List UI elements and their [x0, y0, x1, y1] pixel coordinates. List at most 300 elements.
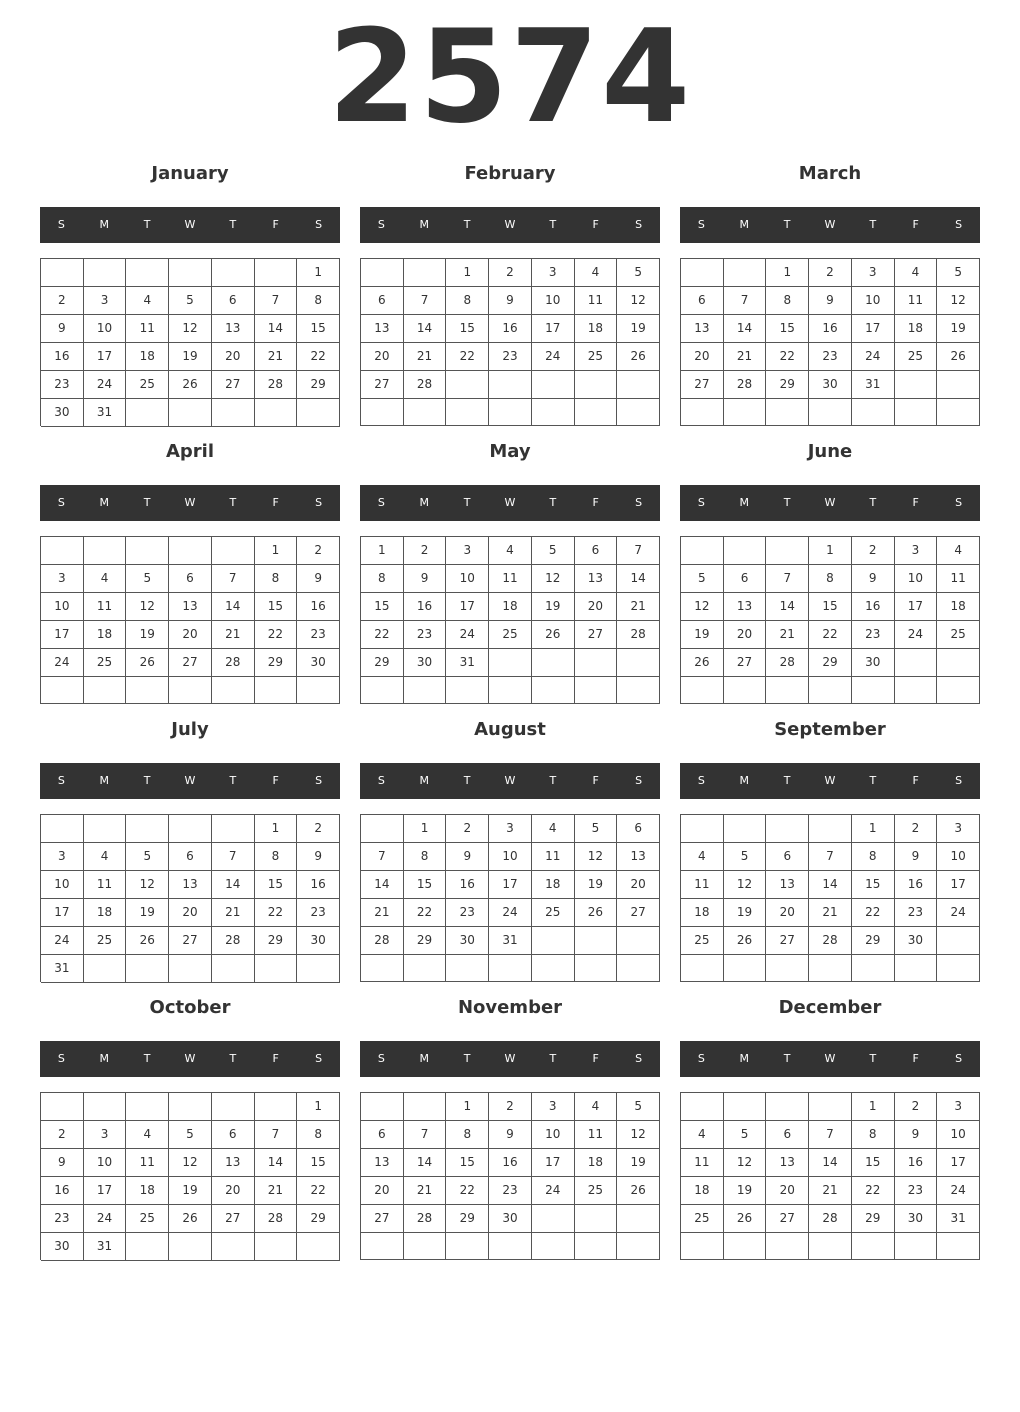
- day-cell[interactable]: 28: [724, 371, 767, 399]
- day-cell[interactable]: 19: [617, 315, 660, 343]
- day-cell[interactable]: 20: [361, 343, 404, 371]
- day-cell[interactable]: 26: [681, 649, 724, 677]
- day-cell[interactable]: 20: [212, 343, 255, 371]
- day-cell[interactable]: 30: [41, 1233, 84, 1261]
- day-cell[interactable]: 7: [255, 287, 298, 315]
- day-cell[interactable]: 6: [617, 815, 660, 843]
- day-cell[interactable]: 4: [895, 259, 938, 287]
- day-cell[interactable]: 3: [937, 1093, 980, 1121]
- day-cell[interactable]: 15: [404, 871, 447, 899]
- day-cell[interactable]: 22: [255, 899, 298, 927]
- day-cell[interactable]: 25: [532, 899, 575, 927]
- day-cell[interactable]: 15: [852, 871, 895, 899]
- day-cell[interactable]: 1: [404, 815, 447, 843]
- day-cell[interactable]: 17: [852, 315, 895, 343]
- day-cell[interactable]: 4: [681, 1121, 724, 1149]
- day-cell[interactable]: 11: [126, 1149, 169, 1177]
- day-cell[interactable]: 16: [895, 1149, 938, 1177]
- day-cell[interactable]: 7: [212, 565, 255, 593]
- day-cell[interactable]: 28: [766, 649, 809, 677]
- day-cell[interactable]: 9: [489, 1121, 532, 1149]
- day-cell[interactable]: 1: [852, 815, 895, 843]
- day-cell[interactable]: 23: [489, 1177, 532, 1205]
- day-cell[interactable]: 12: [169, 1149, 212, 1177]
- day-cell[interactable]: 13: [575, 565, 618, 593]
- day-cell[interactable]: 25: [937, 621, 980, 649]
- day-cell[interactable]: 18: [937, 593, 980, 621]
- day-cell[interactable]: 23: [41, 1205, 84, 1233]
- day-cell[interactable]: 26: [617, 1177, 660, 1205]
- day-cell[interactable]: 28: [255, 1205, 298, 1233]
- day-cell[interactable]: 20: [766, 899, 809, 927]
- day-cell[interactable]: 20: [724, 621, 767, 649]
- day-cell[interactable]: 16: [895, 871, 938, 899]
- day-cell[interactable]: 19: [126, 899, 169, 927]
- day-cell[interactable]: 27: [212, 371, 255, 399]
- day-cell[interactable]: 15: [297, 315, 340, 343]
- day-cell[interactable]: 6: [681, 287, 724, 315]
- day-cell[interactable]: 1: [766, 259, 809, 287]
- day-cell[interactable]: 22: [297, 343, 340, 371]
- day-cell[interactable]: 1: [361, 537, 404, 565]
- day-cell[interactable]: 9: [895, 1121, 938, 1149]
- day-cell[interactable]: 11: [681, 871, 724, 899]
- day-cell[interactable]: 14: [724, 315, 767, 343]
- day-cell[interactable]: 30: [446, 927, 489, 955]
- day-cell[interactable]: 26: [724, 1205, 767, 1233]
- day-cell[interactable]: 16: [297, 593, 340, 621]
- day-cell[interactable]: 2: [41, 287, 84, 315]
- day-cell[interactable]: 15: [852, 1149, 895, 1177]
- day-cell[interactable]: 17: [446, 593, 489, 621]
- day-cell[interactable]: 3: [937, 815, 980, 843]
- day-cell[interactable]: 9: [809, 287, 852, 315]
- day-cell[interactable]: 26: [126, 649, 169, 677]
- day-cell[interactable]: 29: [297, 1205, 340, 1233]
- day-cell[interactable]: 5: [937, 259, 980, 287]
- day-cell[interactable]: 13: [169, 871, 212, 899]
- day-cell[interactable]: 25: [681, 927, 724, 955]
- day-cell[interactable]: 8: [809, 565, 852, 593]
- day-cell[interactable]: 4: [937, 537, 980, 565]
- day-cell[interactable]: 18: [575, 315, 618, 343]
- day-cell[interactable]: 3: [41, 565, 84, 593]
- day-cell[interactable]: 19: [724, 899, 767, 927]
- day-cell[interactable]: 7: [255, 1121, 298, 1149]
- day-cell[interactable]: 5: [617, 1093, 660, 1121]
- day-cell[interactable]: 31: [446, 649, 489, 677]
- day-cell[interactable]: 9: [41, 1149, 84, 1177]
- day-cell[interactable]: 17: [84, 1177, 127, 1205]
- day-cell[interactable]: 6: [169, 843, 212, 871]
- day-cell[interactable]: 30: [809, 371, 852, 399]
- day-cell[interactable]: 14: [255, 315, 298, 343]
- day-cell[interactable]: 24: [41, 649, 84, 677]
- day-cell[interactable]: 28: [212, 649, 255, 677]
- day-cell[interactable]: 15: [809, 593, 852, 621]
- day-cell[interactable]: 16: [297, 871, 340, 899]
- day-cell[interactable]: 7: [766, 565, 809, 593]
- day-cell[interactable]: 14: [361, 871, 404, 899]
- day-cell[interactable]: 1: [297, 1093, 340, 1121]
- day-cell[interactable]: 26: [937, 343, 980, 371]
- day-cell[interactable]: 3: [489, 815, 532, 843]
- day-cell[interactable]: 6: [766, 1121, 809, 1149]
- day-cell[interactable]: 26: [126, 927, 169, 955]
- day-cell[interactable]: 27: [361, 1205, 404, 1233]
- day-cell[interactable]: 27: [617, 899, 660, 927]
- day-cell[interactable]: 1: [255, 815, 298, 843]
- day-cell[interactable]: 11: [84, 871, 127, 899]
- day-cell[interactable]: 13: [766, 871, 809, 899]
- day-cell[interactable]: 3: [532, 1093, 575, 1121]
- day-cell[interactable]: 31: [852, 371, 895, 399]
- day-cell[interactable]: 20: [766, 1177, 809, 1205]
- day-cell[interactable]: 19: [575, 871, 618, 899]
- day-cell[interactable]: 3: [852, 259, 895, 287]
- day-cell[interactable]: 10: [41, 871, 84, 899]
- day-cell[interactable]: 18: [575, 1149, 618, 1177]
- day-cell[interactable]: 24: [446, 621, 489, 649]
- day-cell[interactable]: 24: [532, 343, 575, 371]
- day-cell[interactable]: 30: [297, 927, 340, 955]
- day-cell[interactable]: 11: [532, 843, 575, 871]
- day-cell[interactable]: 27: [212, 1205, 255, 1233]
- day-cell[interactable]: 14: [766, 593, 809, 621]
- day-cell[interactable]: 29: [852, 927, 895, 955]
- day-cell[interactable]: 5: [126, 843, 169, 871]
- day-cell[interactable]: 13: [617, 843, 660, 871]
- day-cell[interactable]: 14: [404, 1149, 447, 1177]
- day-cell[interactable]: 17: [937, 1149, 980, 1177]
- day-cell[interactable]: 22: [255, 621, 298, 649]
- day-cell[interactable]: 29: [446, 1205, 489, 1233]
- day-cell[interactable]: 23: [404, 621, 447, 649]
- day-cell[interactable]: 11: [575, 1121, 618, 1149]
- day-cell[interactable]: 8: [446, 287, 489, 315]
- day-cell[interactable]: 25: [575, 343, 618, 371]
- day-cell[interactable]: 20: [361, 1177, 404, 1205]
- day-cell[interactable]: 10: [84, 315, 127, 343]
- day-cell[interactable]: 7: [212, 843, 255, 871]
- day-cell[interactable]: 24: [895, 621, 938, 649]
- day-cell[interactable]: 14: [617, 565, 660, 593]
- day-cell[interactable]: 23: [895, 899, 938, 927]
- day-cell[interactable]: 2: [41, 1121, 84, 1149]
- day-cell[interactable]: 23: [297, 899, 340, 927]
- day-cell[interactable]: 5: [169, 287, 212, 315]
- day-cell[interactable]: 2: [489, 1093, 532, 1121]
- day-cell[interactable]: 13: [361, 1149, 404, 1177]
- day-cell[interactable]: 25: [84, 649, 127, 677]
- day-cell[interactable]: 24: [852, 343, 895, 371]
- day-cell[interactable]: 6: [575, 537, 618, 565]
- day-cell[interactable]: 27: [681, 371, 724, 399]
- day-cell[interactable]: 29: [255, 927, 298, 955]
- day-cell[interactable]: 1: [255, 537, 298, 565]
- day-cell[interactable]: 5: [681, 565, 724, 593]
- day-cell[interactable]: 12: [617, 1121, 660, 1149]
- day-cell[interactable]: 9: [297, 565, 340, 593]
- day-cell[interactable]: 3: [84, 1121, 127, 1149]
- day-cell[interactable]: 31: [937, 1205, 980, 1233]
- day-cell[interactable]: 15: [446, 315, 489, 343]
- day-cell[interactable]: 16: [489, 315, 532, 343]
- day-cell[interactable]: 30: [489, 1205, 532, 1233]
- day-cell[interactable]: 7: [809, 843, 852, 871]
- day-cell[interactable]: 11: [937, 565, 980, 593]
- day-cell[interactable]: 20: [169, 621, 212, 649]
- day-cell[interactable]: 12: [126, 593, 169, 621]
- day-cell[interactable]: 4: [575, 1093, 618, 1121]
- day-cell[interactable]: 9: [895, 843, 938, 871]
- day-cell[interactable]: 17: [895, 593, 938, 621]
- day-cell[interactable]: 18: [895, 315, 938, 343]
- day-cell[interactable]: 30: [297, 649, 340, 677]
- day-cell[interactable]: 31: [84, 399, 127, 427]
- day-cell[interactable]: 13: [169, 593, 212, 621]
- day-cell[interactable]: 12: [575, 843, 618, 871]
- day-cell[interactable]: 22: [404, 899, 447, 927]
- day-cell[interactable]: 19: [169, 343, 212, 371]
- day-cell[interactable]: 10: [489, 843, 532, 871]
- day-cell[interactable]: 21: [724, 343, 767, 371]
- day-cell[interactable]: 17: [41, 621, 84, 649]
- day-cell[interactable]: 27: [766, 1205, 809, 1233]
- day-cell[interactable]: 25: [126, 371, 169, 399]
- day-cell[interactable]: 14: [212, 871, 255, 899]
- day-cell[interactable]: 23: [489, 343, 532, 371]
- day-cell[interactable]: 13: [766, 1149, 809, 1177]
- day-cell[interactable]: 17: [84, 343, 127, 371]
- day-cell[interactable]: 1: [297, 259, 340, 287]
- day-cell[interactable]: 6: [169, 565, 212, 593]
- day-cell[interactable]: 28: [404, 371, 447, 399]
- day-cell[interactable]: 28: [212, 927, 255, 955]
- day-cell[interactable]: 10: [937, 1121, 980, 1149]
- day-cell[interactable]: 30: [895, 927, 938, 955]
- day-cell[interactable]: 4: [126, 287, 169, 315]
- day-cell[interactable]: 12: [681, 593, 724, 621]
- day-cell[interactable]: 21: [766, 621, 809, 649]
- day-cell[interactable]: 19: [126, 621, 169, 649]
- day-cell[interactable]: 21: [361, 899, 404, 927]
- day-cell[interactable]: 24: [84, 371, 127, 399]
- day-cell[interactable]: 4: [532, 815, 575, 843]
- day-cell[interactable]: 13: [681, 315, 724, 343]
- day-cell[interactable]: 20: [617, 871, 660, 899]
- day-cell[interactable]: 14: [809, 1149, 852, 1177]
- day-cell[interactable]: 10: [532, 1121, 575, 1149]
- day-cell[interactable]: 23: [852, 621, 895, 649]
- day-cell[interactable]: 18: [84, 621, 127, 649]
- day-cell[interactable]: 8: [766, 287, 809, 315]
- day-cell[interactable]: 18: [84, 899, 127, 927]
- day-cell[interactable]: 26: [169, 371, 212, 399]
- day-cell[interactable]: 22: [446, 1177, 489, 1205]
- day-cell[interactable]: 20: [212, 1177, 255, 1205]
- day-cell[interactable]: 1: [809, 537, 852, 565]
- day-cell[interactable]: 2: [297, 537, 340, 565]
- day-cell[interactable]: 19: [724, 1177, 767, 1205]
- day-cell[interactable]: 2: [489, 259, 532, 287]
- day-cell[interactable]: 30: [852, 649, 895, 677]
- day-cell[interactable]: 23: [809, 343, 852, 371]
- day-cell[interactable]: 21: [212, 899, 255, 927]
- day-cell[interactable]: 6: [212, 1121, 255, 1149]
- day-cell[interactable]: 16: [809, 315, 852, 343]
- day-cell[interactable]: 9: [489, 287, 532, 315]
- day-cell[interactable]: 17: [532, 1149, 575, 1177]
- day-cell[interactable]: 21: [404, 1177, 447, 1205]
- day-cell[interactable]: 27: [361, 371, 404, 399]
- day-cell[interactable]: 25: [84, 927, 127, 955]
- day-cell[interactable]: 26: [169, 1205, 212, 1233]
- day-cell[interactable]: 27: [724, 649, 767, 677]
- day-cell[interactable]: 7: [404, 1121, 447, 1149]
- day-cell[interactable]: 22: [446, 343, 489, 371]
- day-cell[interactable]: 16: [852, 593, 895, 621]
- day-cell[interactable]: 5: [724, 1121, 767, 1149]
- day-cell[interactable]: 14: [255, 1149, 298, 1177]
- day-cell[interactable]: 21: [404, 343, 447, 371]
- day-cell[interactable]: 29: [852, 1205, 895, 1233]
- day-cell[interactable]: 21: [255, 1177, 298, 1205]
- day-cell[interactable]: 11: [681, 1149, 724, 1177]
- day-cell[interactable]: 3: [895, 537, 938, 565]
- day-cell[interactable]: 6: [361, 1121, 404, 1149]
- day-cell[interactable]: 4: [489, 537, 532, 565]
- day-cell[interactable]: 15: [446, 1149, 489, 1177]
- day-cell[interactable]: 26: [532, 621, 575, 649]
- day-cell[interactable]: 27: [169, 649, 212, 677]
- day-cell[interactable]: 19: [937, 315, 980, 343]
- day-cell[interactable]: 24: [937, 899, 980, 927]
- day-cell[interactable]: 31: [41, 955, 84, 983]
- day-cell[interactable]: 16: [404, 593, 447, 621]
- day-cell[interactable]: 31: [489, 927, 532, 955]
- day-cell[interactable]: 26: [724, 927, 767, 955]
- day-cell[interactable]: 17: [532, 315, 575, 343]
- day-cell[interactable]: 25: [489, 621, 532, 649]
- day-cell[interactable]: 22: [809, 621, 852, 649]
- day-cell[interactable]: 22: [766, 343, 809, 371]
- day-cell[interactable]: 1: [852, 1093, 895, 1121]
- day-cell[interactable]: 3: [446, 537, 489, 565]
- day-cell[interactable]: 2: [852, 537, 895, 565]
- day-cell[interactable]: 3: [532, 259, 575, 287]
- day-cell[interactable]: 17: [937, 871, 980, 899]
- day-cell[interactable]: 10: [41, 593, 84, 621]
- day-cell[interactable]: 15: [255, 871, 298, 899]
- day-cell[interactable]: 22: [852, 899, 895, 927]
- day-cell[interactable]: 12: [724, 1149, 767, 1177]
- day-cell[interactable]: 10: [937, 843, 980, 871]
- day-cell[interactable]: 27: [766, 927, 809, 955]
- day-cell[interactable]: 28: [809, 1205, 852, 1233]
- day-cell[interactable]: 17: [41, 899, 84, 927]
- day-cell[interactable]: 27: [169, 927, 212, 955]
- day-cell[interactable]: 18: [126, 1177, 169, 1205]
- day-cell[interactable]: 29: [766, 371, 809, 399]
- day-cell[interactable]: 5: [724, 843, 767, 871]
- day-cell[interactable]: 7: [809, 1121, 852, 1149]
- day-cell[interactable]: 20: [575, 593, 618, 621]
- day-cell[interactable]: 14: [212, 593, 255, 621]
- day-cell[interactable]: 9: [297, 843, 340, 871]
- day-cell[interactable]: 19: [681, 621, 724, 649]
- day-cell[interactable]: 23: [297, 621, 340, 649]
- day-cell[interactable]: 3: [84, 287, 127, 315]
- day-cell[interactable]: 8: [297, 1121, 340, 1149]
- day-cell[interactable]: 16: [446, 871, 489, 899]
- day-cell[interactable]: 12: [169, 315, 212, 343]
- day-cell[interactable]: 21: [212, 621, 255, 649]
- day-cell[interactable]: 4: [681, 843, 724, 871]
- day-cell[interactable]: 21: [809, 899, 852, 927]
- day-cell[interactable]: 24: [937, 1177, 980, 1205]
- day-cell[interactable]: 10: [532, 287, 575, 315]
- day-cell[interactable]: 15: [297, 1149, 340, 1177]
- day-cell[interactable]: 19: [169, 1177, 212, 1205]
- day-cell[interactable]: 11: [575, 287, 618, 315]
- day-cell[interactable]: 9: [41, 315, 84, 343]
- day-cell[interactable]: 23: [41, 371, 84, 399]
- day-cell[interactable]: 1: [446, 1093, 489, 1121]
- day-cell[interactable]: 6: [766, 843, 809, 871]
- day-cell[interactable]: 11: [489, 565, 532, 593]
- day-cell[interactable]: 29: [404, 927, 447, 955]
- day-cell[interactable]: 21: [809, 1177, 852, 1205]
- day-cell[interactable]: 12: [617, 287, 660, 315]
- day-cell[interactable]: 22: [852, 1177, 895, 1205]
- day-cell[interactable]: 6: [212, 287, 255, 315]
- day-cell[interactable]: 7: [724, 287, 767, 315]
- day-cell[interactable]: 25: [575, 1177, 618, 1205]
- day-cell[interactable]: 25: [126, 1205, 169, 1233]
- day-cell[interactable]: 26: [575, 899, 618, 927]
- day-cell[interactable]: 1: [446, 259, 489, 287]
- day-cell[interactable]: 29: [297, 371, 340, 399]
- day-cell[interactable]: 29: [361, 649, 404, 677]
- day-cell[interactable]: 6: [361, 287, 404, 315]
- day-cell[interactable]: 30: [404, 649, 447, 677]
- day-cell[interactable]: 29: [809, 649, 852, 677]
- day-cell[interactable]: 5: [126, 565, 169, 593]
- day-cell[interactable]: 7: [404, 287, 447, 315]
- day-cell[interactable]: 16: [41, 343, 84, 371]
- day-cell[interactable]: 16: [41, 1177, 84, 1205]
- day-cell[interactable]: 12: [126, 871, 169, 899]
- day-cell[interactable]: 13: [212, 1149, 255, 1177]
- day-cell[interactable]: 7: [617, 537, 660, 565]
- day-cell[interactable]: 3: [41, 843, 84, 871]
- day-cell[interactable]: 14: [404, 315, 447, 343]
- day-cell[interactable]: 11: [126, 315, 169, 343]
- day-cell[interactable]: 4: [575, 259, 618, 287]
- day-cell[interactable]: 18: [126, 343, 169, 371]
- day-cell[interactable]: 9: [446, 843, 489, 871]
- day-cell[interactable]: 18: [681, 899, 724, 927]
- day-cell[interactable]: 10: [852, 287, 895, 315]
- day-cell[interactable]: 18: [489, 593, 532, 621]
- day-cell[interactable]: 28: [617, 621, 660, 649]
- day-cell[interactable]: 17: [489, 871, 532, 899]
- day-cell[interactable]: 22: [297, 1177, 340, 1205]
- day-cell[interactable]: 19: [617, 1149, 660, 1177]
- day-cell[interactable]: 8: [852, 1121, 895, 1149]
- day-cell[interactable]: 9: [404, 565, 447, 593]
